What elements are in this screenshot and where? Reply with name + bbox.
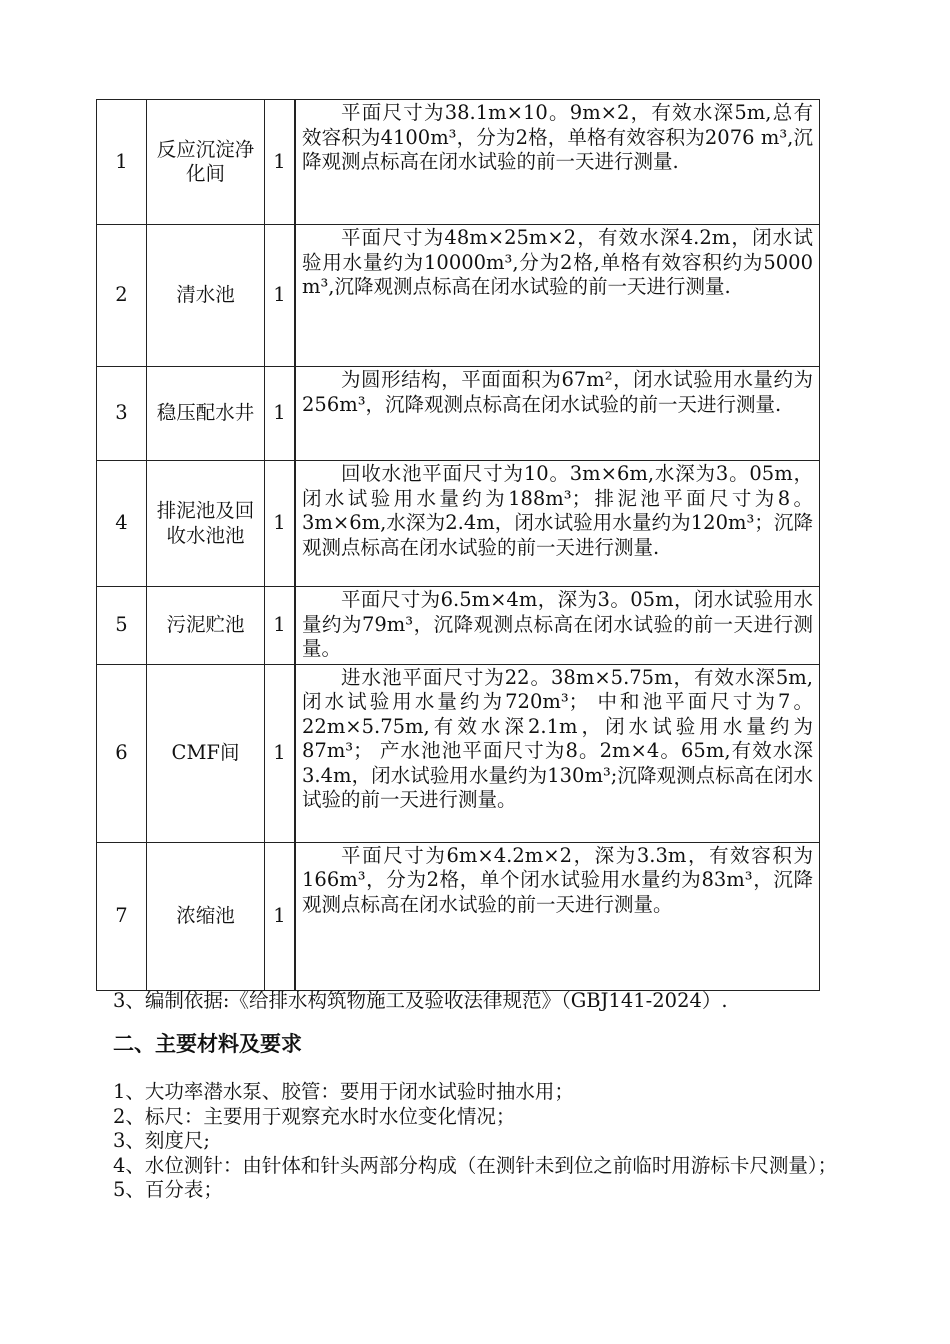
structure-quantity: 1 xyxy=(265,587,295,665)
structure-quantity: 1 xyxy=(265,664,295,842)
materials-list xyxy=(113,1080,853,1203)
structure-quantity: 1 xyxy=(265,100,295,225)
structure-quantity: 1 xyxy=(265,367,295,461)
structure-description xyxy=(296,842,820,990)
row-number: 4 xyxy=(97,461,147,587)
description-text: 平面尺寸为6.5m×4m，深为3。05m，闭水试验用水量约为79m³，沉降观测点标高在闭水试验的前一天进行测量。 xyxy=(302,588,813,660)
table-row xyxy=(97,461,820,587)
structure-name: 稳压配水井 xyxy=(147,367,265,461)
structure-quantity: 1 xyxy=(265,842,295,990)
structure-quantity: 1 xyxy=(265,225,295,367)
row-number: 1 xyxy=(97,100,147,225)
list-item: 1、大功率潜水泵、胶管：要用于闭水试验时抽水用； xyxy=(113,1080,574,1103)
structure-quantity: 1 xyxy=(265,461,295,587)
structure-description xyxy=(296,587,820,665)
table-row xyxy=(97,367,820,461)
list-item: 4、水位测针：由针体和针头两部分构成（在测针未到位之前临时用游标卡尺测量）； xyxy=(113,1153,838,1177)
description-text: 进水池平面尺寸为22。38m×5.75m，有效水深5m,闭水试验用水量约为720m³； 中和池平面尺寸为7。22m×5.75m,有效水深2.1m，闭水试验用水量约为87m³； 产水池池平面尺寸为8。2m×4。65m,有效水深3.4m，闭水试验用水量约为130m³;沉降观测点标高在闭水试验的前一天进行测量。 xyxy=(302,665,813,811)
description-text: 为圆形结构，平面面积为67m²，闭水试验用水量约为256m³，沉降观测点标高在闭水试验的前一天进行测量. xyxy=(302,368,813,416)
table-row xyxy=(97,664,820,842)
table-row xyxy=(97,842,820,990)
structure-description xyxy=(296,664,820,842)
structure-name: 反应沉淀净化间 xyxy=(147,100,265,225)
row-number: 7 xyxy=(97,842,147,990)
section-heading: 二、主要材料及要求 xyxy=(113,1032,302,1056)
structure-name: 清水池 xyxy=(147,225,265,367)
structure-description xyxy=(296,100,820,225)
description-text: 回收水池平面尺寸为10。3m×6m,水深为3。05m，闭水试验用水量约为188m³；排泥池平面尺寸为8。3m×6m,水深为2.4m，闭水试验用水量约为120m³；沉降观测点标高在闭水试验的前一天进行测量. xyxy=(302,462,813,559)
list-item: 5、百分表； xyxy=(113,1178,223,1201)
structure-name: 排泥池及回收水池池 xyxy=(147,461,265,587)
table-row xyxy=(97,587,820,665)
list-item: 2、标尺：主要用于观察充水时水位变化情况； xyxy=(113,1104,516,1128)
table-row xyxy=(97,100,820,225)
structure-description xyxy=(296,225,820,367)
structure-name: 浓缩池 xyxy=(147,842,265,990)
list-item: 3、刻度尺; xyxy=(113,1129,210,1152)
row-number: 3 xyxy=(97,367,147,461)
table-row xyxy=(97,225,820,367)
description-text: 平面尺寸为6m×4.2m×2，深为3.3m，有效容积为166m³，分为2格，单个闭水试验用水量约为83m³，沉降观测点标高在闭水试验的前一天进行测量。 xyxy=(302,843,813,916)
structure-table xyxy=(96,99,820,991)
description-text: 平面尺寸为48m×25m×2，有效水深4.2m，闭水试验用水量约为10000m³,分为2格,单格有效容积约为5000 m³,沉降观测点标高在闭水试验的前一天进行测量. xyxy=(302,226,813,298)
structure-description xyxy=(296,461,820,587)
compilation-basis-note: 3、编制依据:《给排水构筑物施工及验收法律规范》（GBJ141-2024）. xyxy=(113,989,728,1012)
row-number: 6 xyxy=(97,664,147,842)
row-number: 5 xyxy=(97,587,147,665)
structure-name: CMF间 xyxy=(147,664,265,842)
row-number: 2 xyxy=(97,225,147,367)
structure-description xyxy=(296,367,820,461)
description-text: 平面尺寸为38.1m×10。9m×2，有效水深5m,总有效容积为4100m³，分为2格，单格有效容积为2076 m³,沉降观测点标高在闭水试验的前一天进行测量. xyxy=(302,101,813,173)
structure-name: 污泥贮池 xyxy=(147,587,265,665)
